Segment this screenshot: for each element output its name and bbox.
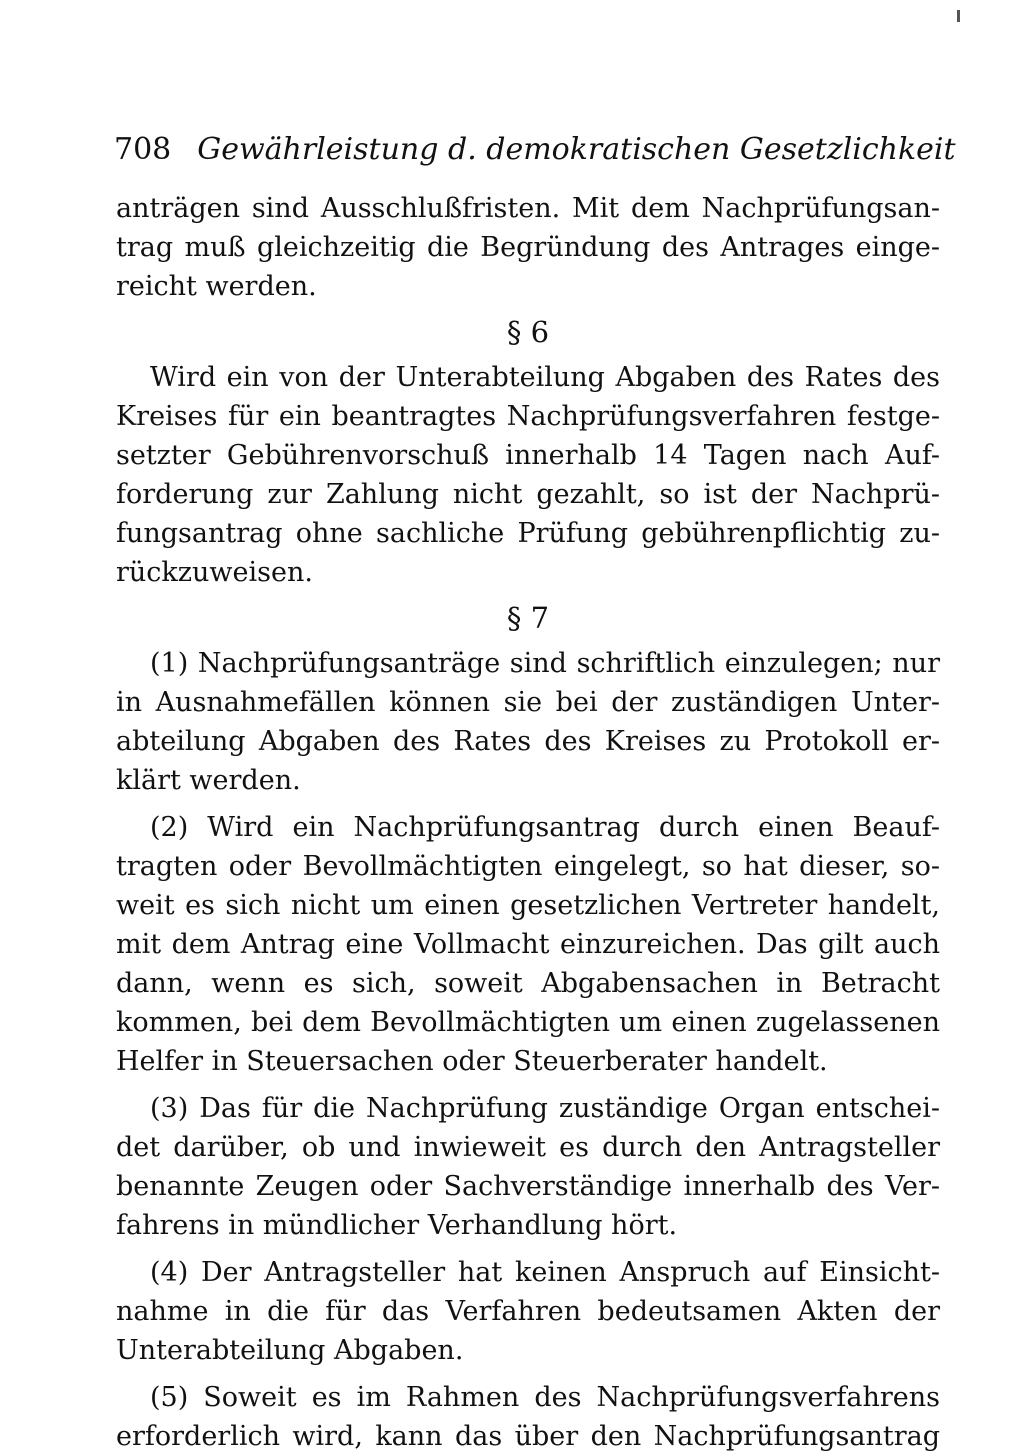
running-title: Gewährleistung d. demokratischen Gesetzlichkeit	[197, 132, 956, 167]
text-line: klärt werden.	[116, 765, 301, 796]
text-line: erforderlich wird, kann das über den Nachprüfungsantrag	[116, 1421, 940, 1452]
text-line: (3) Das für die Nachprüfung zuständige Organ entschei-	[150, 1093, 940, 1124]
text-line: Helfer in Steuersachen oder Steuerberater handelt.	[116, 1046, 828, 1077]
text-line: forderung zur Zahlung nicht gezahlt, so ist der Nachprü-	[116, 479, 940, 510]
text-line: (2) Wird ein Nachprüfungsantrag durch einen Beauf-	[150, 812, 940, 843]
text-line: reicht werden.	[116, 271, 317, 302]
text-line: Unterabteilung Abgaben.	[116, 1335, 464, 1366]
text-line: anträgen sind Ausschlußfristen. Mit dem Nachprüfungsan-	[116, 193, 940, 224]
section-7-paragraph-4	[116, 1253, 940, 1370]
margin-mark	[957, 10, 960, 22]
text-line: Kreises für ein beantragtes Nachprüfungsverfahren festge-	[116, 401, 940, 432]
section-6-paragraph	[116, 358, 940, 592]
text-line: Wird ein von der Unterabteilung Abgaben des Rates des	[150, 362, 940, 393]
intro-paragraph	[116, 189, 940, 306]
section-7-paragraph-3	[116, 1089, 940, 1245]
text-line: setzter Gebührenvorschuß innerhalb 14 Tagen nach Auf-	[116, 440, 940, 471]
section-heading-6: § 6	[506, 315, 550, 349]
section-7-paragraph-5	[116, 1378, 940, 1456]
text-line: dann, wenn es sich, soweit Abgabensachen in Betracht	[116, 968, 940, 999]
section-heading-7: § 7	[506, 601, 550, 635]
section-7-paragraph-1	[116, 644, 940, 800]
text-line: abteilung Abgaben des Rates des Kreises zu Protokoll er-	[116, 726, 940, 757]
text-line: benannte Zeugen oder Sachverständige innerhalb des Ver-	[116, 1171, 940, 1202]
text-line: in Ausnahmefällen können sie bei der zuständigen Unter-	[116, 687, 940, 718]
text-line: det darüber, ob und inwieweit es durch den Antragsteller	[116, 1132, 940, 1163]
text-line: (1) Nachprüfungsanträge sind schriftlich einzulegen; nur	[150, 648, 940, 679]
text-line: kommen, bei dem Bevollmächtigten um einen zugelassenen	[116, 1007, 940, 1038]
text-line: fahrens in mündlicher Verhandlung hört.	[116, 1210, 678, 1241]
page-number: 708	[114, 132, 172, 167]
section-7-paragraph-2	[116, 808, 940, 1081]
text-line: rückzuweisen.	[116, 557, 313, 588]
text-line: fungsantrag ohne sachliche Prüfung gebührenpflichtig zu-	[116, 518, 940, 549]
page-header	[114, 126, 956, 174]
text-line: mit dem Antrag eine Vollmacht einzureichen. Das gilt auch	[116, 929, 940, 960]
text-line: trag muß gleichzeitig die Begründung des Antrages einge-	[116, 232, 940, 263]
text-line: nahme in die für das Verfahren bedeutsamen Akten der	[116, 1296, 940, 1327]
text-line: (5) Soweit es im Rahmen des Nachprüfungsverfahrens	[150, 1382, 940, 1413]
text-line: weit es sich nicht um einen gesetzlichen Vertreter handelt,	[116, 890, 940, 921]
text-line: tragten oder Bevollmächtigten eingelegt, so hat dieser, so-	[116, 851, 940, 882]
text-line: (4) Der Antragsteller hat keinen Anspruch auf Einsicht-	[150, 1257, 940, 1288]
text-column	[116, 189, 940, 1456]
